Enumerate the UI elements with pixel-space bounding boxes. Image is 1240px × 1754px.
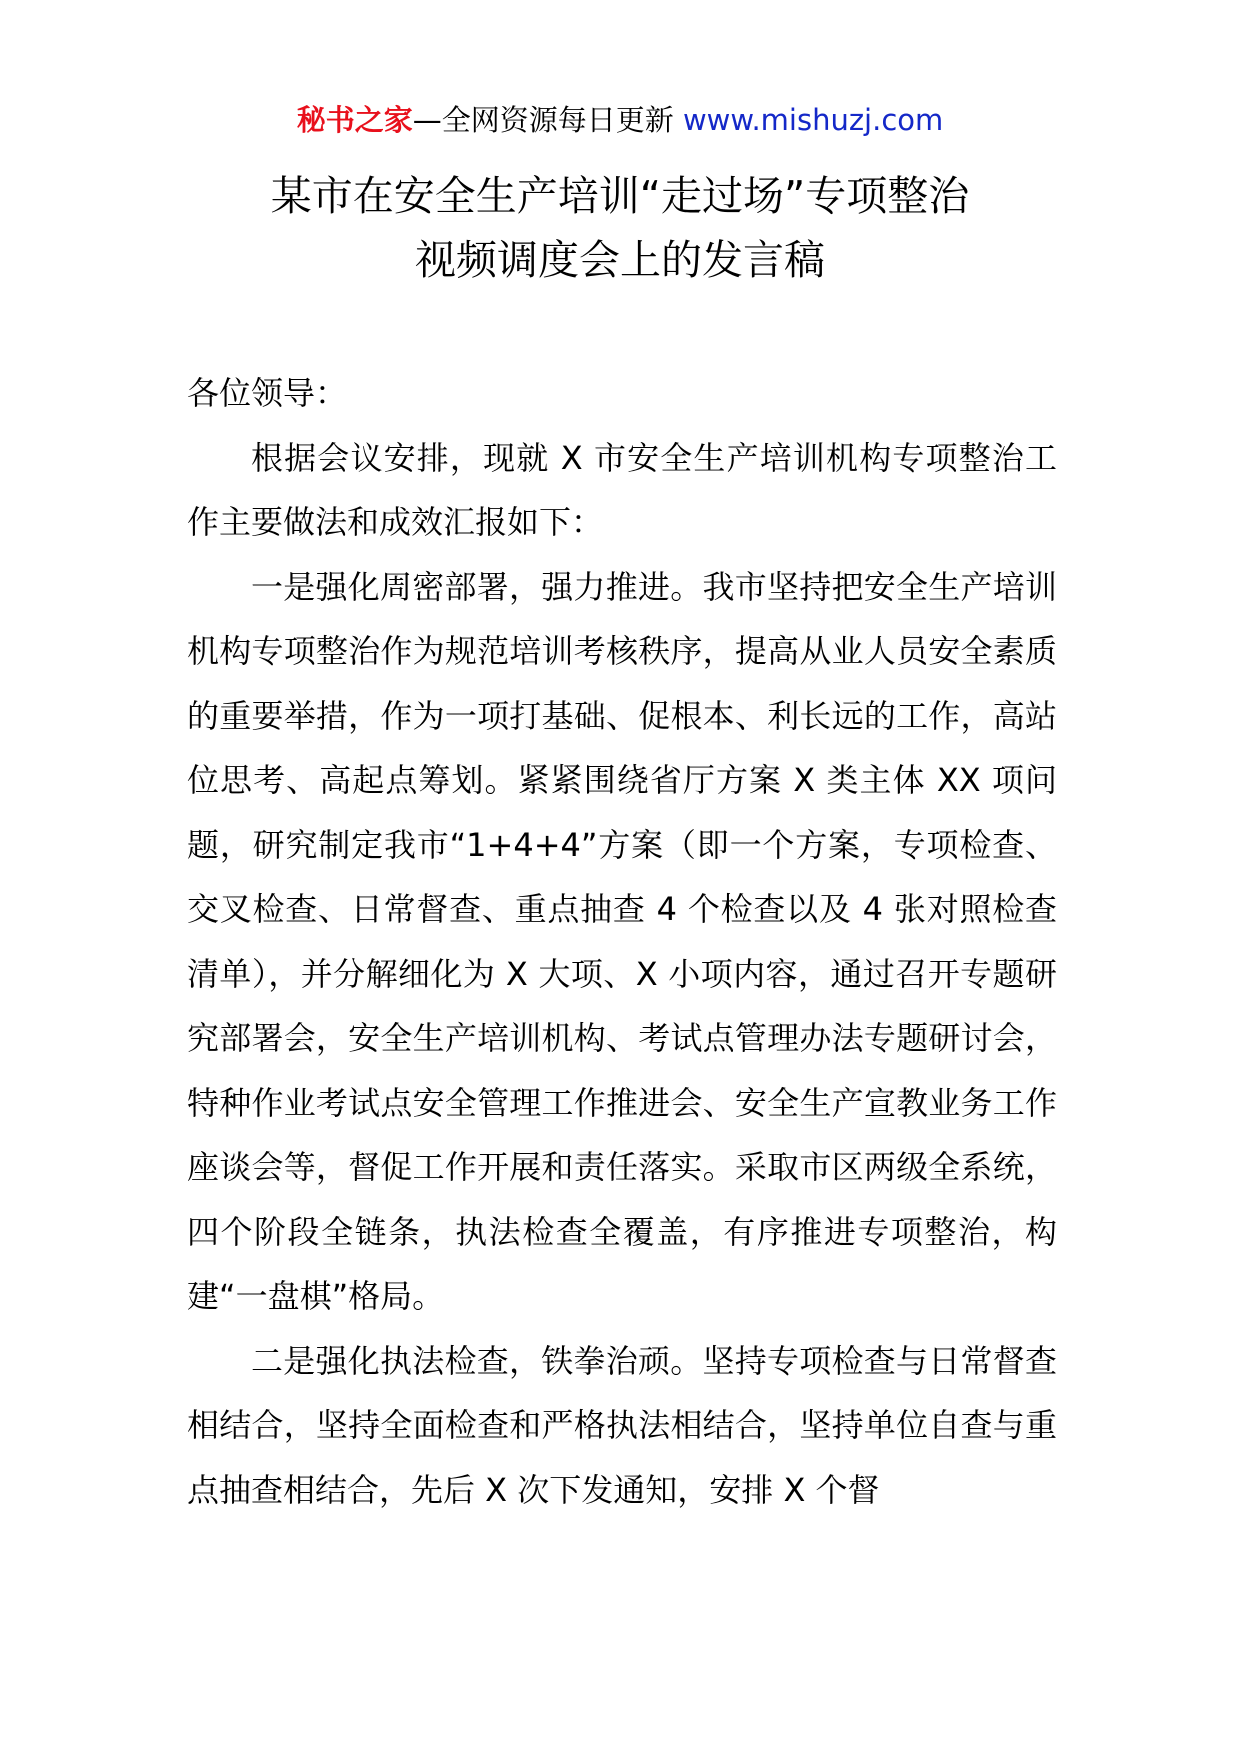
document-body: [187, 361, 1057, 1522]
document-title: [0, 164, 1240, 292]
site-header: [0, 100, 1240, 140]
body-paragraph-3: 二是强化执法检查，铁拳治顽。坚持专项检查与日常督查相结合，坚持全面检查和严格执法相结合，坚持单位自查与重点抽查相结合，先后 X 次下发通知，安排 X 个督: [187, 1341, 1057, 1509]
title-line-1: 某市在安全生产培训“走过场”专项整治: [270, 172, 970, 220]
header-tagline: —全网资源每日更新: [412, 103, 674, 137]
body-paragraph-1: 根据会议安排，现就 X 市安全生产培训机构专项整治工作主要做法和成效汇报如下：: [187, 438, 1057, 541]
title-line-2: 视频调度会上的发言稿: [415, 236, 825, 284]
site-url-link[interactable]: www.mishuzj.com: [682, 103, 944, 137]
brand-name: 秘书之家: [296, 103, 413, 137]
body-paragraph-2: 一是强化周密部署，强力推进。我市坚持把安全生产培训机构专项整治作为规范培训考核秩序，提高从业人员安全素质的重要举措，作为一项打基础、促根本、利长远的工作，高站位思考、高起点筹划。紧紧围绕省厅方案 X 类主体 XX 项问题，研究制定我市“1+4+4”方案（即一个方案，专项检查、交叉检查、日常督查、重点抽查 4 个检查以及 4 张对照检查清单），并分解细化为 X 大项、X 小项内容，通过召开专题研究部署会，安全生产培训机构、考试点管理办法专题研讨会，特种作业考试点安全管理工作推进会、安全生产宣教业务工作座谈会等，督促工作开展和责任落实。采取市区两级全系统，四个阶段全链条，执法检查全覆盖，有序推进专项整治，构建“一盘棋”格局。: [187, 567, 1057, 1315]
salutation: 各位领导：: [187, 374, 348, 412]
